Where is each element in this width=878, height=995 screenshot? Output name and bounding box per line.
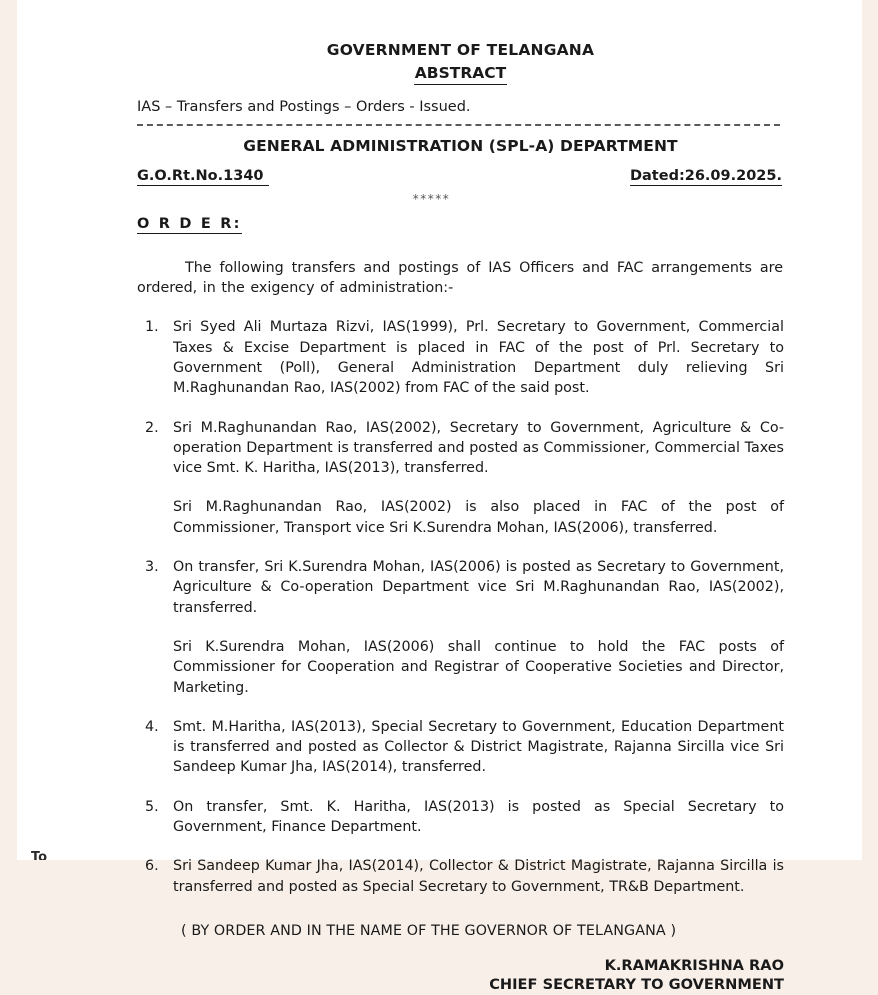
order-item-paragraph: Sri K.Surendra Mohan, IAS(2006) shall continue to hold the FAC posts of Commissioner for Cooperation and Registrar of Cooperative Societies and Director, Marketing.	[173, 638, 784, 696]
order-item	[137, 557, 784, 698]
order-item-body	[173, 856, 784, 897]
government-title: GOVERNMENT OF TELANGANA	[326, 41, 595, 59]
order-item-body	[173, 797, 784, 838]
order-item	[137, 797, 784, 838]
order-label-row	[137, 213, 784, 234]
document-content	[137, 0, 784, 993]
order-item-body	[173, 418, 784, 538]
document-page	[17, 0, 862, 993]
order-item-paragraph: Sri M.Raghunandan Rao, IAS(2002), Secretary to Government, Agriculture & Co-operation Department is transferred and posted as Commissioner, Commercial Taxes vice Smt. K. Haritha, IAS(2013), transferred.	[173, 419, 784, 477]
intro-paragraph: The following transfers and postings of IAS Officers and FAC arrangements are ordered, in the exigency of administration:-	[137, 259, 783, 297]
order-item	[137, 856, 784, 897]
order-item-body	[173, 317, 784, 398]
order-item-number: 5.	[145, 798, 159, 815]
go-number: G.O.Rt.No.1340	[137, 167, 269, 184]
orders-list	[137, 317, 784, 897]
order-item-body	[173, 717, 784, 778]
order-item-paragraph: Sri Sandeep Kumar Jha, IAS(2014), Collector & District Magistrate, Rajanna Sircilla is transferred and posted as Special Secretary to Government, TR&B Department.	[173, 858, 784, 895]
order-item-paragraph: Sri M.Raghunandan Rao, IAS(2002) is also placed in FAC of the post of Commissioner, Transport vice Sri K.Surendra Mohan, IAS(2006), transferred.	[173, 499, 784, 536]
asterisk-separator: *****	[412, 191, 451, 206]
signature-block	[137, 957, 784, 995]
subject-line: IAS – Transfers and Postings – Orders - Issued.	[137, 98, 471, 115]
abstract-heading-row	[137, 63, 784, 85]
order-item-paragraph: Smt. M.Haritha, IAS(2013), Special Secretary to Government, Education Department is transferred and posted as Collector & District Magistrate, Rajanna Sircilla vice Sri Sandeep Kumar Jha, IAS(2014), transferred.	[173, 718, 784, 776]
order-item-paragraph: Sri Syed Ali Murtaza Rizvi, IAS(1999), Prl. Secretary to Government, Commercial Taxes & Excise Department is placed in FAC of the post of Prl. Secretary to Government (Poll), General Administration Department duly relieving Sri M.Raghunandan Rao, IAS(2002) from FAC of the said post.	[173, 319, 784, 397]
go-number-date-row	[137, 168, 784, 186]
signatory-designation: CHIEF SECRETARY TO GOVERNMENT	[489, 975, 784, 993]
order-item-number: 4.	[145, 718, 159, 735]
order-item-number: 3.	[145, 559, 159, 576]
go-date: Dated:26.09.2025.	[629, 167, 782, 184]
department-title: GENERAL ADMINISTRATION (SPL-A) DEPARTMENT	[243, 136, 678, 155]
by-order-line: ( BY ORDER AND IN THE NAME OF THE GOVERNOR OF TELANGANA )	[181, 922, 677, 939]
order-item-number: 1.	[145, 319, 159, 336]
cut-off-text: To	[31, 851, 48, 860]
dashed-separator	[137, 124, 780, 126]
order-item-number: 6.	[145, 858, 159, 875]
order-item	[137, 317, 784, 398]
signatory-name: K.RAMAKRISHNA RAO	[604, 956, 784, 974]
order-item-number: 2.	[145, 419, 159, 436]
order-item-body	[173, 557, 784, 698]
abstract-heading: ABSTRACT	[414, 64, 507, 85]
order-item	[137, 717, 784, 778]
order-item	[137, 418, 784, 538]
order-item-paragraph: On transfer, Sri K.Surendra Mohan, IAS(2006) is posted as Secretary to Government, Agriculture & Co-operation Department vice Sri M.Raghunandan Rao, IAS(2002), transferred.	[173, 559, 784, 616]
order-label: O R D E R:	[137, 215, 242, 232]
order-item-paragraph: On transfer, Smt. K. Haritha, IAS(2013) is posted as Special Secretary to Government, Finance Department.	[173, 798, 784, 836]
